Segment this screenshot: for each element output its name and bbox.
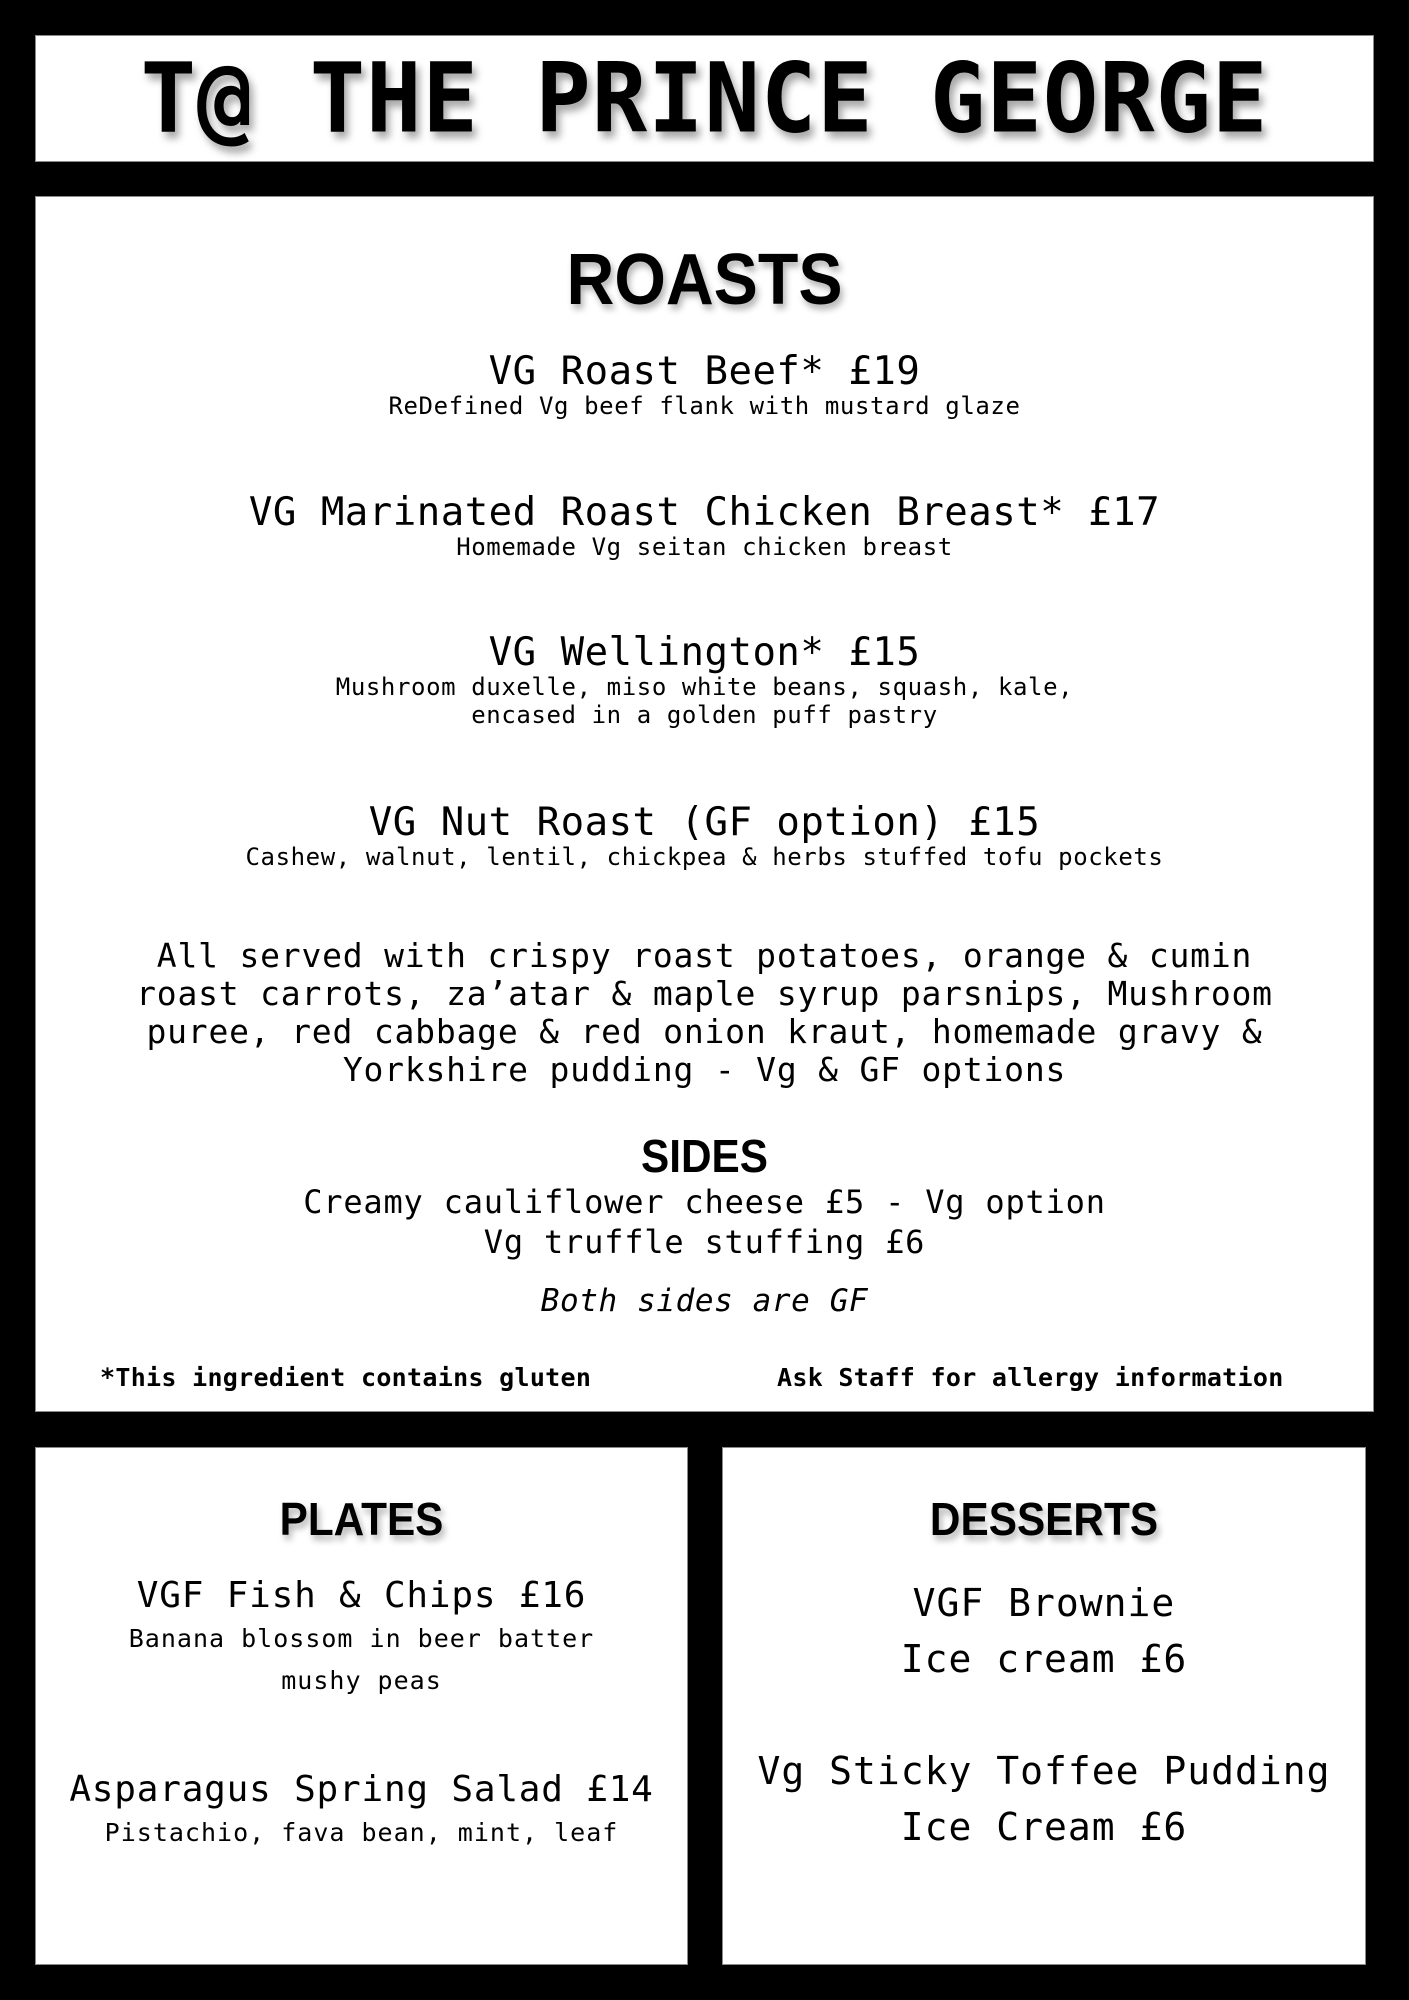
roasts-heading: ROASTS xyxy=(566,240,843,320)
dessert-line: Ice cream £6 xyxy=(900,1637,1188,1681)
plates-panel xyxy=(35,1447,688,1965)
accompaniments-line: roast carrots, za’atar & maple syrup parsnips, Mushroom xyxy=(136,974,1273,1013)
item-description: Homemade Vg seitan chicken breast xyxy=(456,533,953,561)
dessert-line: VGF Brownie xyxy=(912,1581,1176,1625)
desserts-panel xyxy=(722,1447,1366,1965)
item-name: Asparagus Spring Salad £14 xyxy=(69,1769,654,1810)
dessert-line: Vg Sticky Toffee Pudding xyxy=(757,1749,1331,1793)
item-name: VGF Fish & Chips £16 xyxy=(136,1575,587,1616)
sides-list xyxy=(36,1182,1373,1262)
item-description: Cashew, walnut, lentil, chickpea & herbs stuffed tofu pockets xyxy=(245,843,1164,871)
menu-item xyxy=(36,630,1373,729)
restaurant-title: T@ THE PRINCE GEORGE xyxy=(140,42,1269,155)
plates-heading: PLATES xyxy=(279,1493,444,1545)
dessert-line: Ice Cream £6 xyxy=(900,1805,1188,1849)
item-description: mushy peas xyxy=(281,1666,442,1695)
header-panel xyxy=(35,35,1374,162)
desserts-heading: DESSERTS xyxy=(929,1493,1159,1545)
menu-item xyxy=(723,1743,1365,1855)
item-description: Mushroom duxelle, miso white beans, squash, kale, xyxy=(335,673,1074,701)
menu-item xyxy=(36,800,1373,871)
allergy-footnote: Ask Staff for allergy information xyxy=(777,1363,1284,1392)
item-description: encased in a golden puff pastry xyxy=(471,701,938,729)
sides-note: Both sides are GF xyxy=(540,1283,869,1319)
item-name: VG Nut Roast (GF option) £15 xyxy=(368,800,1041,845)
item-name: VG Roast Beef* £19 xyxy=(488,349,921,394)
roasts-panel xyxy=(35,196,1374,1412)
sides-heading: SIDES xyxy=(640,1130,768,1182)
item-name: VG Wellington* £15 xyxy=(488,630,921,675)
menu-item xyxy=(36,1768,687,1854)
gluten-footnote: *This ingredient contains gluten xyxy=(100,1363,592,1392)
accompaniments-line: puree, red cabbage & red onion kraut, homemade gravy & xyxy=(146,1012,1263,1051)
item-description: ReDefined Vg beef flank with mustard glaze xyxy=(388,392,1021,420)
accompaniments-line: All served with crispy roast potatoes, orange & cumin xyxy=(156,936,1253,975)
item-name: VG Marinated Roast Chicken Breast* £17 xyxy=(248,490,1161,535)
side-item: Creamy cauliflower cheese £5 - Vg option xyxy=(303,1183,1106,1221)
side-item: Vg truffle stuffing £6 xyxy=(483,1223,926,1261)
menu-item xyxy=(36,490,1373,561)
item-description: Pistachio, fava bean, mint, leaf xyxy=(104,1818,619,1847)
menu-item xyxy=(36,349,1373,420)
accompaniments-line: Yorkshire pudding - Vg & GF options xyxy=(342,1050,1067,1089)
menu-item xyxy=(36,1574,687,1702)
menu-item xyxy=(723,1575,1365,1687)
accompaniments-text xyxy=(116,937,1293,1089)
item-description: Banana blossom in beer batter xyxy=(128,1624,595,1653)
